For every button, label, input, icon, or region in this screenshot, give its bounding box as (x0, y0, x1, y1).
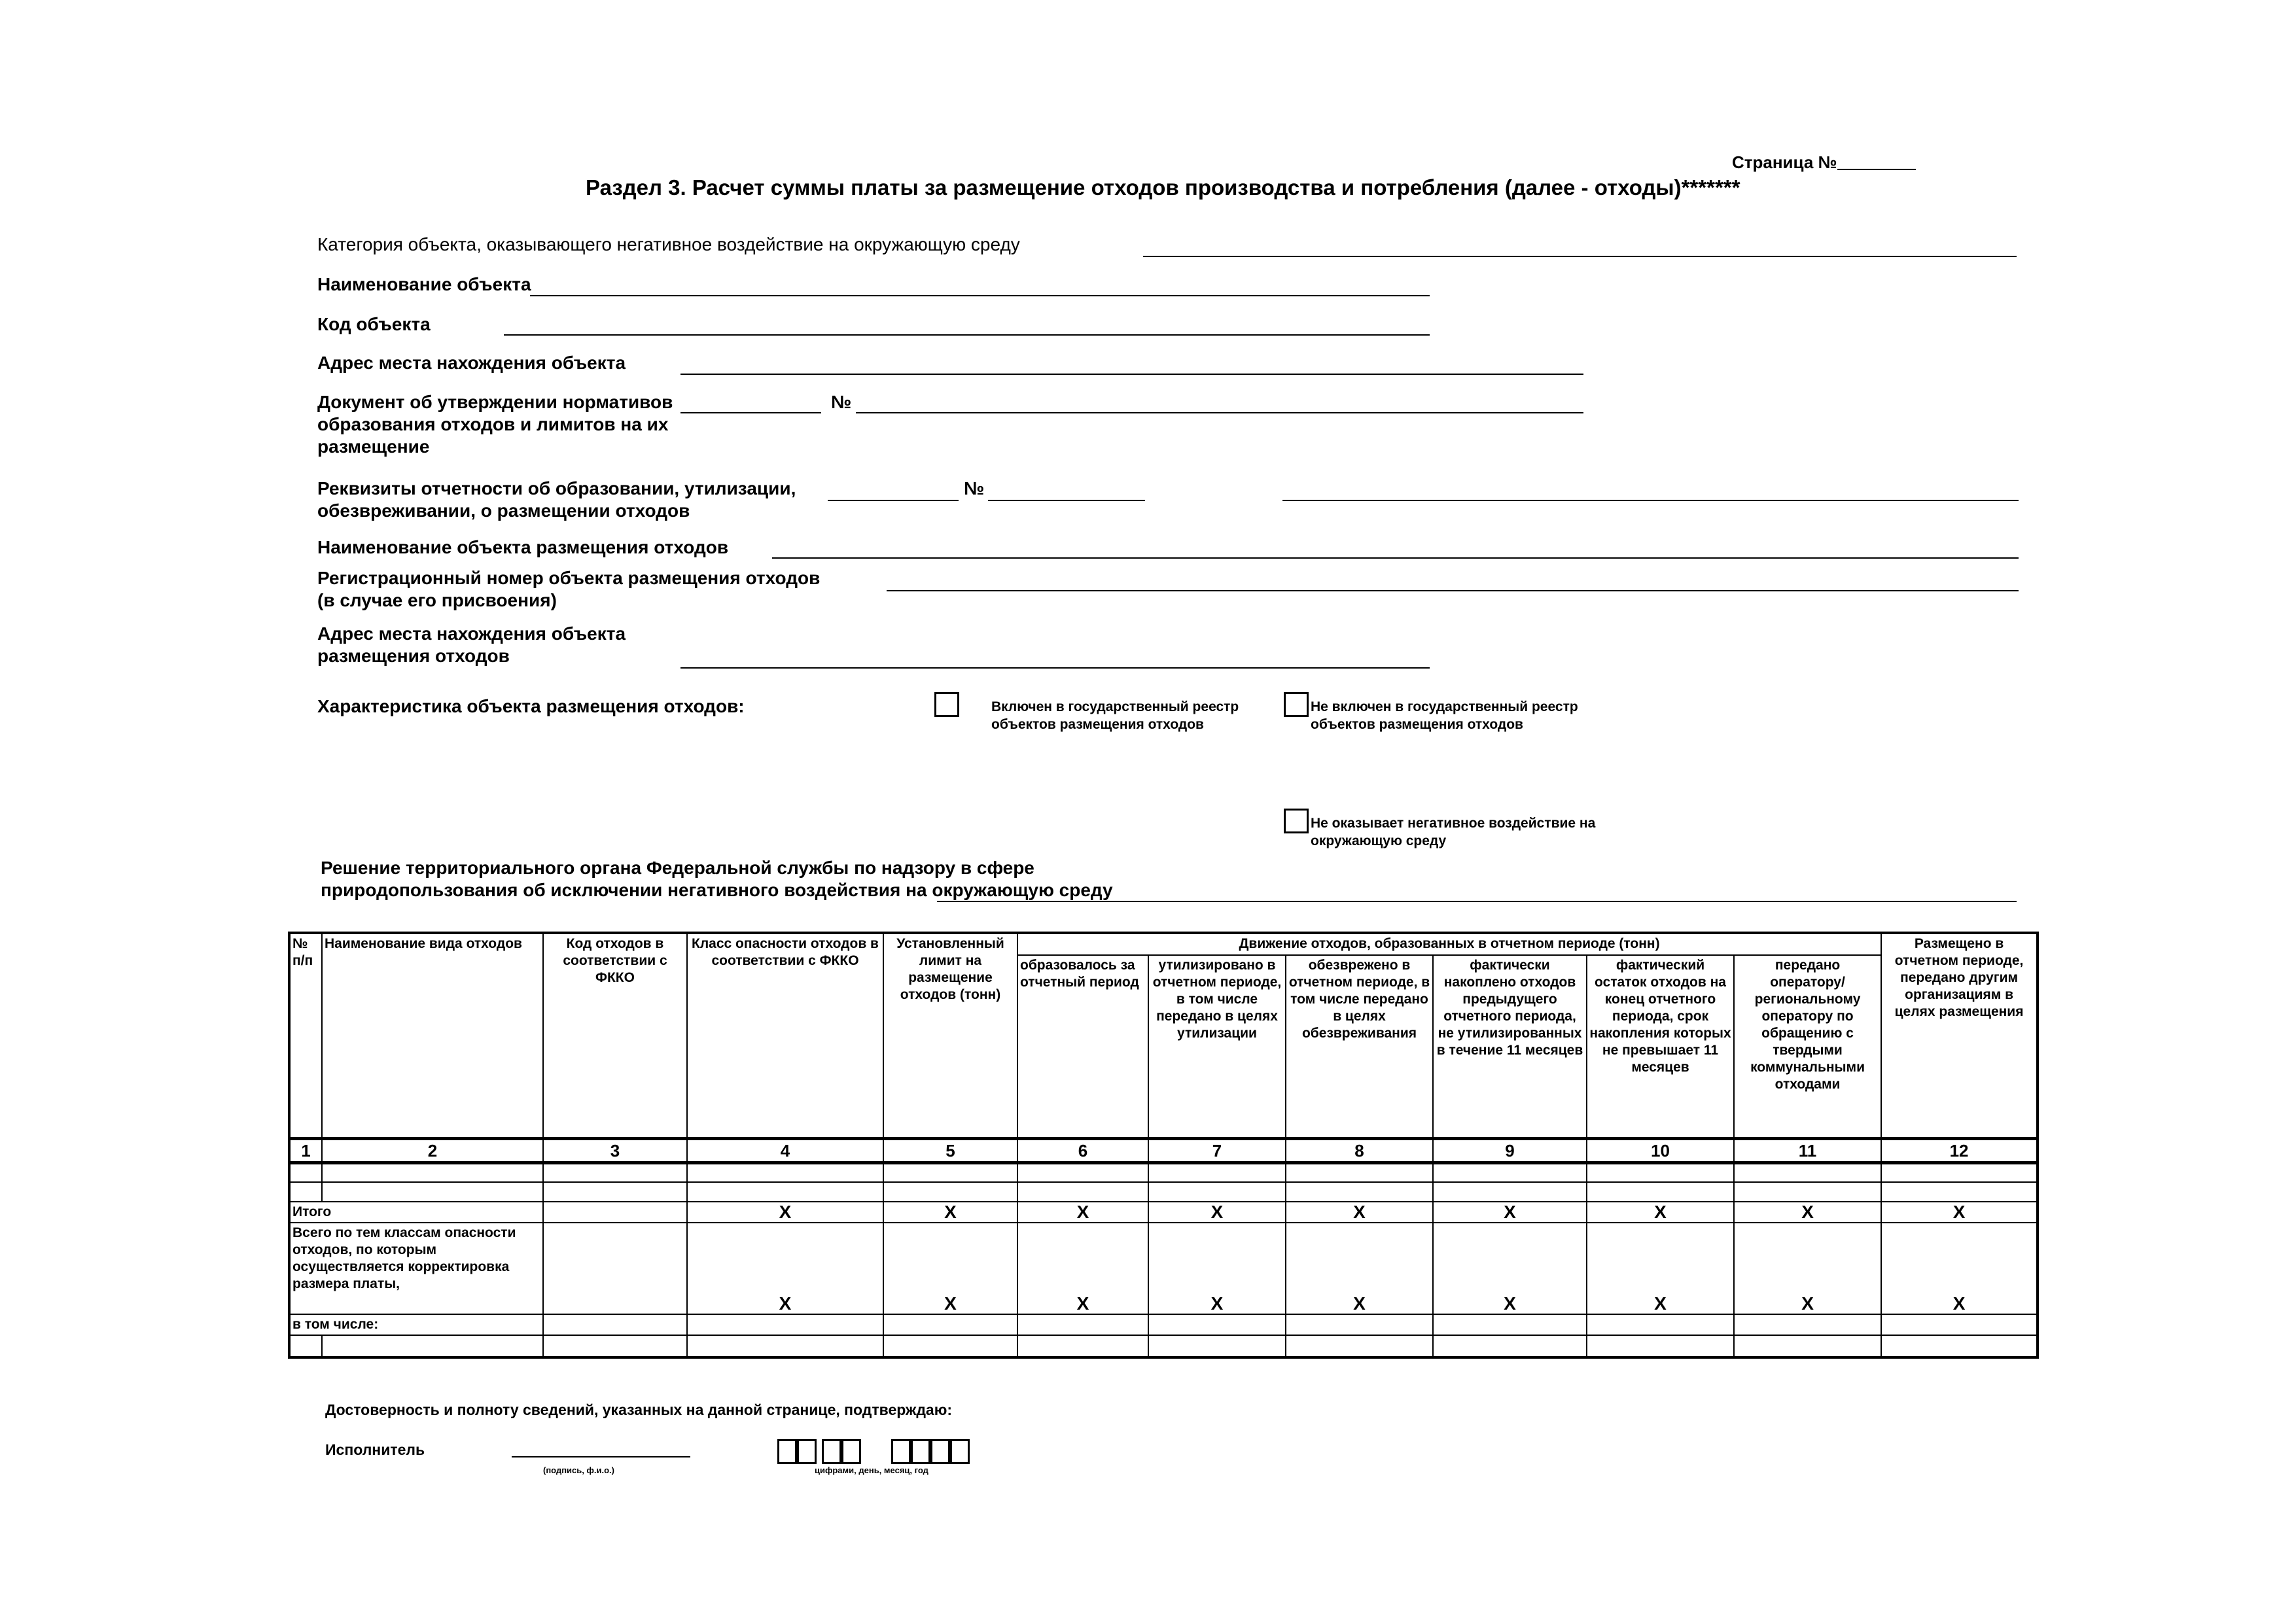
table-row[interactable] (289, 1162, 2038, 1182)
reporting-date-field[interactable] (828, 500, 959, 501)
approval-doc-number-field[interactable] (856, 412, 1583, 413)
disposal-object-address-field[interactable] (680, 667, 1430, 669)
all-classes-x: X (1881, 1223, 2038, 1314)
header-col-3: Код отходов в соответствии с ФККО (543, 933, 687, 1138)
header-col-1: № п/п (289, 933, 322, 1138)
total-row (289, 1202, 2038, 1223)
included-checkbox[interactable] (934, 692, 959, 717)
approval-doc-number-sign: № (831, 392, 852, 412)
not-included-checkbox[interactable] (1284, 692, 1309, 717)
total-x: X (1734, 1202, 1881, 1223)
header-col-4: Класс опасности отходов в соответствии с ФККО (687, 933, 883, 1138)
total-x: X (1587, 1202, 1734, 1223)
all-classes-row (289, 1223, 2038, 1314)
object-name-label: Наименование объекта (317, 274, 531, 294)
header-col-9: фактически накоплено отходов предыдущего отчетного периода, не утилизированных в течение 11 месяцев (1433, 955, 1587, 1138)
col-number-12: 12 (1881, 1138, 2038, 1162)
header-col-11: передано оператору/региональному оператору по обращению с твердыми коммунальными отходами (1734, 955, 1881, 1138)
col-number-11: 11 (1734, 1138, 1881, 1162)
date-digit-box[interactable] (891, 1439, 911, 1464)
header-col-2: Наименование вида отходов (322, 933, 543, 1138)
executor-label: Исполнитель (325, 1441, 425, 1458)
disposal-object-address-label: Адрес места нахождения объекта размещения отходов (317, 623, 626, 666)
all-classes-x: X (1587, 1223, 1734, 1314)
date-digit-box[interactable] (797, 1439, 817, 1464)
total-x: X (1433, 1202, 1587, 1223)
all-classes-cell[interactable] (543, 1223, 687, 1314)
reporting-extra-field[interactable] (1282, 500, 2019, 501)
total-x: X (1017, 1202, 1148, 1223)
header-col-12: Размещено в отчетном периоде, передано другим организациям в целях размещения (1881, 933, 2038, 1138)
approval-doc-date-field[interactable] (680, 412, 821, 413)
col-number-5: 5 (883, 1138, 1017, 1162)
page-number-field[interactable] (1837, 169, 1916, 170)
col-number-9: 9 (1433, 1138, 1587, 1162)
total-x: X (883, 1202, 1017, 1223)
table-row[interactable] (289, 1335, 2038, 1357)
col-number-1: 1 (289, 1138, 322, 1162)
total-x: X (687, 1202, 883, 1223)
no-impact-option-label: Не оказывает негативное воздействие на окружающую среду (1311, 816, 1596, 848)
date-digit-box[interactable] (822, 1439, 841, 1464)
header-col-5: Установленный лимит на размещение отходов (тонн) (883, 933, 1017, 1138)
waste-fee-table (288, 932, 2039, 1359)
object-code-label: Код объекта (317, 314, 431, 334)
total-label: Итого (289, 1202, 543, 1223)
not-included-option-label: Не включен в государственный реестр объектов размещения отходов (1311, 699, 1578, 732)
reporting-details-label: Реквизиты отчетности об образовании, утилизации, обезвреживании, о размещении отходов (317, 478, 796, 521)
object-address-label: Адрес места нахождения объекта (317, 353, 626, 373)
col-number-3: 3 (543, 1138, 687, 1162)
category-field[interactable] (1143, 256, 2017, 257)
date-digit-box[interactable] (841, 1439, 861, 1464)
header-col-10: фактический остаток отходов на конец отчетного периода, срок накопления которых не превышает 11 месяцев (1587, 955, 1734, 1138)
col-number-7: 7 (1148, 1138, 1286, 1162)
page-number-label: Страница № (1732, 152, 1837, 172)
header-col-8: обезврежено в отчетном периоде, в том числе передано в целях обезвреживания (1286, 955, 1433, 1138)
col-number-8: 8 (1286, 1138, 1433, 1162)
reporting-number-field[interactable] (988, 500, 1145, 501)
registration-number-field[interactable] (887, 590, 2019, 591)
col-number-10: 10 (1587, 1138, 1734, 1162)
object-code-field[interactable] (504, 334, 1430, 336)
col-number-2: 2 (322, 1138, 543, 1162)
confirmation-text: Достоверность и полноту сведений, указанных на данной странице, подтверждаю: (325, 1401, 953, 1418)
date-digit-box[interactable] (930, 1439, 950, 1464)
total-x: X (1148, 1202, 1286, 1223)
header-col-6: образовалось за отчетный период (1017, 955, 1148, 1138)
all-classes-x: X (1734, 1223, 1881, 1314)
included-option-label: Включен в государственный реестр объектов размещения отходов (991, 699, 1239, 732)
all-classes-x: X (1017, 1223, 1148, 1314)
including-row (289, 1314, 2038, 1335)
all-classes-x: X (1148, 1223, 1286, 1314)
decision-field[interactable] (937, 901, 2017, 902)
date-digit-box[interactable] (777, 1439, 797, 1464)
signature-caption: (подпись, ф.и.о.) (543, 1465, 614, 1475)
object-name-field[interactable] (530, 295, 1430, 296)
reporting-number-sign: № (964, 478, 985, 498)
disposal-object-name-field[interactable] (772, 557, 2019, 559)
table-row[interactable] (289, 1182, 2038, 1202)
approval-doc-label: Документ об утверждении нормативов образования отходов и лимитов на их размещение (317, 392, 673, 457)
disposal-object-name-label: Наименование объекта размещения отходов (317, 537, 729, 557)
date-caption: цифрами, день, месяц, год (815, 1465, 928, 1475)
registration-number-label: Регистрационный номер объекта размещения отходов (в случае его присвоения) (317, 568, 821, 610)
total-x: X (1881, 1202, 2038, 1223)
no-impact-checkbox[interactable] (1284, 809, 1309, 833)
object-address-field[interactable] (680, 374, 1583, 375)
all-classes-label: Всего по тем классам опасности отходов, по которым осуществляется корректировка размера платы, (289, 1223, 543, 1314)
all-classes-x: X (1433, 1223, 1587, 1314)
including-label: в том числе: (289, 1314, 543, 1335)
header-col-7: утилизировано в отчетном периоде, в том числе передано в целях утилизации (1148, 955, 1286, 1138)
total-x: X (1286, 1202, 1433, 1223)
section-title: Раздел 3. Расчет суммы платы за размещение отходов производства и потребления (далее - отходы)******* (586, 175, 1740, 200)
date-digit-box[interactable] (950, 1439, 970, 1464)
decision-label: Решение территориального органа Федеральной службы по надзору в сфере природопользования об исключении негативного воздействия на окружающую среду (321, 858, 1113, 900)
all-classes-x: X (1286, 1223, 1433, 1314)
all-classes-x: X (883, 1223, 1017, 1314)
category-label: Категория объекта, оказывающего негативное воздействие на окружающую среду (317, 234, 1020, 254)
header-movement: Движение отходов, образованных в отчетном периоде (тонн) (1017, 933, 1881, 955)
col-number-6: 6 (1017, 1138, 1148, 1162)
executor-signature-field[interactable] (512, 1456, 690, 1457)
all-classes-x: X (687, 1223, 883, 1314)
characteristic-label: Характеристика объекта размещения отходов: (317, 696, 745, 716)
date-digit-box[interactable] (911, 1439, 930, 1464)
col-number-4: 4 (687, 1138, 883, 1162)
total-cell[interactable] (543, 1202, 687, 1223)
